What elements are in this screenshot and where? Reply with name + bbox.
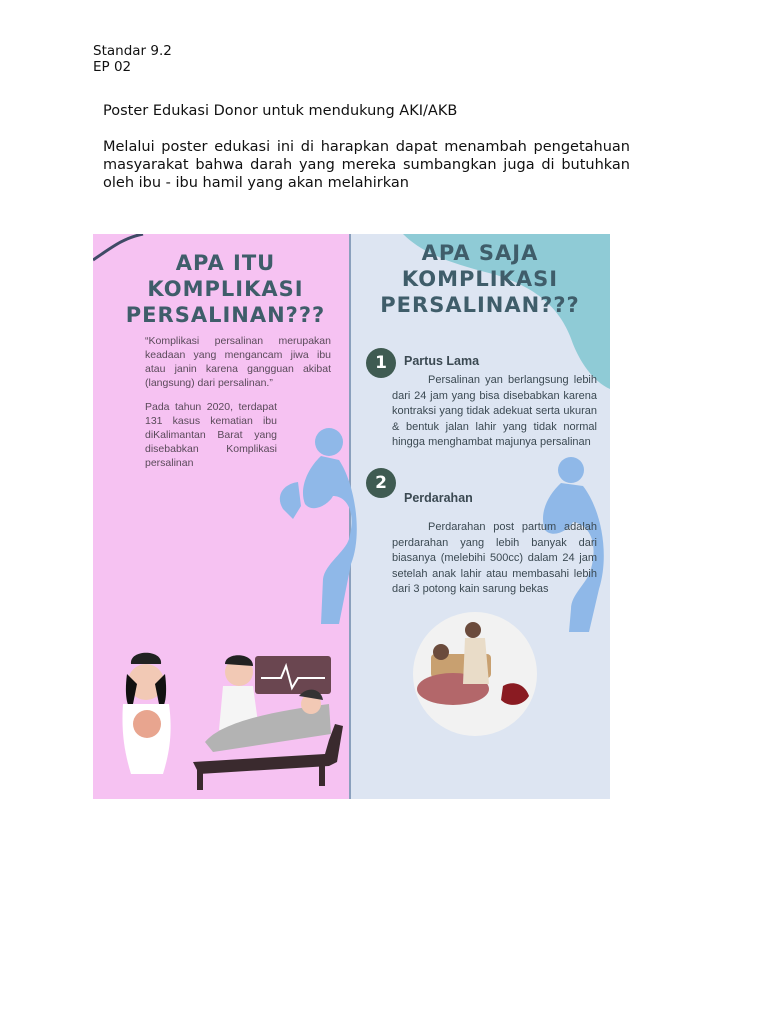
item-text-partus-lama: Persalinan yan berlangsung lebih dari 24 jam yang bisa disebabkan karena kontraksi yang tidak adekuat serta ukuran & bentuk jalan lahir yang tidak normal hingga menghambat majunya persalinan <box>392 374 597 448</box>
item-text-perdarahan: Perdarahan post partum adalah perdarahan yang lebih banyak dari biasanya (melebihi 500cc) dalam 24 jam setelah anak lahir atau membasahi lebih dari 3 potong kain sarung bekas <box>392 521 597 595</box>
nurse-illustration <box>122 653 170 774</box>
right-heading: APA SAJA KOMPLIKASI PERSALINAN??? <box>380 241 580 317</box>
doc-header <box>93 43 172 75</box>
doc-standard: Standar 9.2 <box>93 43 172 59</box>
labour-scene-illustration <box>413 612 537 736</box>
doc-title: Poster Edukasi Donor untuk mendukung AKI/AKB <box>103 103 458 119</box>
doc-ep: EP 02 <box>93 59 132 75</box>
item-title-partus-lama: Partus Lama <box>404 354 480 368</box>
item-title-perdarahan: Perdarahan <box>404 491 473 505</box>
statistic-text: Pada tahun 2020, terdapat 131 kasus kematian ibu diKalimantan Barat yang disebabkan Komplikasi persalinan <box>145 401 277 469</box>
pregnant-silhouette-left <box>280 428 357 624</box>
poster <box>93 234 610 799</box>
doc-paragraph: Melalui poster edukasi ini di harapkan dapat menambah pengetahuan masyarakat bahwa darah yang mereka sumbangkan juga di butuhkan oleh ibu - ibu hamil yang akan melahirkan <box>103 139 630 191</box>
definition-quote: “Komplikasi persalinan merupakan keadaan yang mengancam jiwa ibu atau janin karena gangguan akibat (langsung) dari persalinan.” <box>145 335 331 389</box>
item-number-2: 2 <box>366 468 396 498</box>
item-number-1: 1 <box>366 348 396 378</box>
left-heading: APA ITU KOMPLIKASI PERSALINAN??? <box>125 251 326 327</box>
heart-monitor-icon <box>255 656 331 694</box>
